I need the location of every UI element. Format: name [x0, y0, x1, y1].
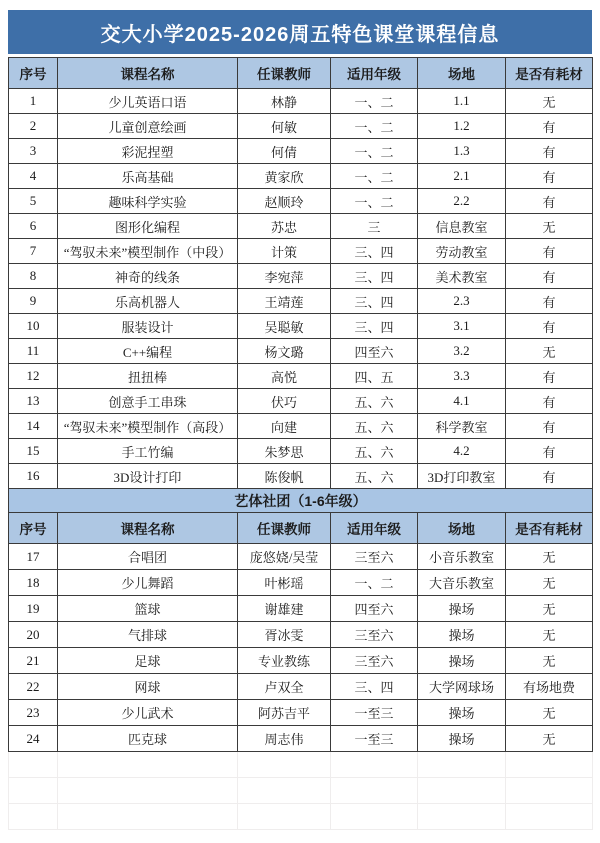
- empty-cell: [9, 752, 58, 778]
- table-row: [9, 596, 593, 622]
- table-row: [9, 289, 593, 314]
- cell: 操场: [418, 726, 506, 752]
- cell: 有: [506, 114, 593, 139]
- cell: 有: [506, 139, 593, 164]
- header-cell: 序号: [9, 513, 58, 544]
- page-title: 交大小学2025-2026周五特色课堂课程信息: [8, 10, 592, 54]
- cell: 一、二: [331, 570, 418, 596]
- cell: 一、二: [331, 139, 418, 164]
- cell: “驾驭未来”模型制作（高段）: [58, 414, 238, 439]
- cell: 三、四: [331, 289, 418, 314]
- cell: 无: [506, 214, 593, 239]
- cell: 9: [9, 289, 58, 314]
- cell: 7: [9, 239, 58, 264]
- cell: 2.2: [418, 189, 506, 214]
- table-row: [9, 414, 593, 439]
- table-row: [9, 139, 593, 164]
- cell: 23: [9, 700, 58, 726]
- empty-cell: [418, 778, 506, 804]
- header-cell: 场地: [418, 58, 506, 89]
- cell: 三: [331, 214, 418, 239]
- table-row: [9, 464, 593, 489]
- table-row: [9, 264, 593, 289]
- cell: 17: [9, 544, 58, 570]
- empty-cell: [238, 778, 331, 804]
- header-cell: 任课教师: [238, 58, 331, 89]
- table-row: [9, 622, 593, 648]
- header-row: [9, 513, 593, 544]
- cell: 三至六: [331, 622, 418, 648]
- cell: 1.3: [418, 139, 506, 164]
- cell: 李宛萍: [238, 264, 331, 289]
- cell: 14: [9, 414, 58, 439]
- cell: 胥冰雯: [238, 622, 331, 648]
- cell: 儿童创意绘画: [58, 114, 238, 139]
- table-row: [9, 648, 593, 674]
- cell: 有: [506, 289, 593, 314]
- cell: 气排球: [58, 622, 238, 648]
- cell: 美术教室: [418, 264, 506, 289]
- header-cell: 是否有耗材: [506, 58, 593, 89]
- cell: 三、四: [331, 264, 418, 289]
- table-row: [9, 389, 593, 414]
- cell: 庞悠娆/吴莹: [238, 544, 331, 570]
- cell: 高悦: [238, 364, 331, 389]
- cell: 三至六: [331, 648, 418, 674]
- cell: 朱梦思: [238, 439, 331, 464]
- cell: 16: [9, 464, 58, 489]
- cell: 2.1: [418, 164, 506, 189]
- cell: 三、四: [331, 239, 418, 264]
- table-row: [9, 314, 593, 339]
- cell: 神奇的线条: [58, 264, 238, 289]
- cell: 五、六: [331, 439, 418, 464]
- cell: 陈俊帆: [238, 464, 331, 489]
- cell: 无: [506, 339, 593, 364]
- cell: 3: [9, 139, 58, 164]
- cell: 4.1: [418, 389, 506, 414]
- cell: 科学教室: [418, 414, 506, 439]
- empty-cell: [418, 804, 506, 830]
- table-row: [9, 339, 593, 364]
- header-cell: 课程名称: [58, 58, 238, 89]
- cell: 有: [506, 314, 593, 339]
- cell: 趣味科学实验: [58, 189, 238, 214]
- cell: 专业教练: [238, 648, 331, 674]
- cell: 11: [9, 339, 58, 364]
- cell: 大学网球场: [418, 674, 506, 700]
- cell: 19: [9, 596, 58, 622]
- cell: 有: [506, 439, 593, 464]
- cell: 有: [506, 264, 593, 289]
- empty-cell: [9, 778, 58, 804]
- cell: 林静: [238, 89, 331, 114]
- empty-cell: [418, 752, 506, 778]
- empty-cell: [238, 752, 331, 778]
- table-row: [9, 674, 593, 700]
- cell: 伏巧: [238, 389, 331, 414]
- table-row: [9, 544, 593, 570]
- cell: 信息教室: [418, 214, 506, 239]
- empty-row: [9, 778, 593, 804]
- table-row: [9, 700, 593, 726]
- cell: 无: [506, 89, 593, 114]
- cell: 有: [506, 164, 593, 189]
- cell: C++编程: [58, 339, 238, 364]
- cell: 何敏: [238, 114, 331, 139]
- cell: 大音乐教室: [418, 570, 506, 596]
- empty-cell: [58, 778, 238, 804]
- course-table: [8, 57, 593, 830]
- cell: 1.2: [418, 114, 506, 139]
- cell: 一、二: [331, 164, 418, 189]
- header-cell: 是否有耗材: [506, 513, 593, 544]
- cell: 6: [9, 214, 58, 239]
- cell: 图形化编程: [58, 214, 238, 239]
- cell: 五、六: [331, 389, 418, 414]
- table-row: [9, 89, 593, 114]
- table-row: [9, 239, 593, 264]
- cell: 有: [506, 464, 593, 489]
- cell: 一至三: [331, 700, 418, 726]
- cell: 向建: [238, 414, 331, 439]
- cell: 操场: [418, 648, 506, 674]
- cell: 四、五: [331, 364, 418, 389]
- cell: 匹克球: [58, 726, 238, 752]
- cell: 劳动教室: [418, 239, 506, 264]
- cell: 10: [9, 314, 58, 339]
- cell: 三、四: [331, 674, 418, 700]
- empty-cell: [506, 778, 593, 804]
- cell: 叶彬瑶: [238, 570, 331, 596]
- cell: 黄家欣: [238, 164, 331, 189]
- cell: 卢双全: [238, 674, 331, 700]
- empty-cell: [331, 778, 418, 804]
- cell: 篮球: [58, 596, 238, 622]
- cell: 操场: [418, 596, 506, 622]
- cell: 无: [506, 544, 593, 570]
- cell: 足球: [58, 648, 238, 674]
- cell: 有: [506, 189, 593, 214]
- cell: 无: [506, 596, 593, 622]
- cell: 扭扭棒: [58, 364, 238, 389]
- empty-cell: [58, 752, 238, 778]
- cell: 无: [506, 648, 593, 674]
- cell: 四至六: [331, 596, 418, 622]
- cell: 谢雄建: [238, 596, 331, 622]
- cell: 五、六: [331, 464, 418, 489]
- cell: 计策: [238, 239, 331, 264]
- cell: 服装设计: [58, 314, 238, 339]
- cell: 苏忠: [238, 214, 331, 239]
- empty-cell: [331, 804, 418, 830]
- cell: 一、二: [331, 89, 418, 114]
- section-title-cell: 艺体社团（1-6年级）: [9, 489, 593, 513]
- empty-cell: [506, 752, 593, 778]
- cell: 24: [9, 726, 58, 752]
- cell: 合唱团: [58, 544, 238, 570]
- cell: 3D设计打印: [58, 464, 238, 489]
- header-cell: 场地: [418, 513, 506, 544]
- cell: 王靖莲: [238, 289, 331, 314]
- cell: “驾驭未来”模型制作（中段）: [58, 239, 238, 264]
- cell: 一、二: [331, 189, 418, 214]
- empty-cell: [506, 804, 593, 830]
- cell: 22: [9, 674, 58, 700]
- cell: 彩泥捏塑: [58, 139, 238, 164]
- empty-row: [9, 752, 593, 778]
- cell: 1: [9, 89, 58, 114]
- header-cell: 适用年级: [331, 513, 418, 544]
- empty-cell: [58, 804, 238, 830]
- cell: 18: [9, 570, 58, 596]
- cell: 2.3: [418, 289, 506, 314]
- cell: 无: [506, 700, 593, 726]
- empty-cell: [331, 752, 418, 778]
- cell: 无: [506, 570, 593, 596]
- cell: 5: [9, 189, 58, 214]
- cell: 创意手工串珠: [58, 389, 238, 414]
- cell: 杨文璐: [238, 339, 331, 364]
- table-row: [9, 114, 593, 139]
- cell: 何倩: [238, 139, 331, 164]
- cell: 操场: [418, 700, 506, 726]
- cell: 1.1: [418, 89, 506, 114]
- cell: 阿苏吉平: [238, 700, 331, 726]
- cell: 3.1: [418, 314, 506, 339]
- cell: 少儿舞蹈: [58, 570, 238, 596]
- cell: 一至三: [331, 726, 418, 752]
- cell: 12: [9, 364, 58, 389]
- cell: 3D打印教室: [418, 464, 506, 489]
- header-cell: 序号: [9, 58, 58, 89]
- cell: 3.2: [418, 339, 506, 364]
- empty-cell: [9, 804, 58, 830]
- table-row: [9, 726, 593, 752]
- cell: 乐高机器人: [58, 289, 238, 314]
- cell: 有场地费: [506, 674, 593, 700]
- header-cell: 课程名称: [58, 513, 238, 544]
- cell: 3.3: [418, 364, 506, 389]
- empty-row: [9, 804, 593, 830]
- cell: 五、六: [331, 414, 418, 439]
- cell: 操场: [418, 622, 506, 648]
- cell: 有: [506, 414, 593, 439]
- cell: 网球: [58, 674, 238, 700]
- cell: 小音乐教室: [418, 544, 506, 570]
- cell: 赵顺玲: [238, 189, 331, 214]
- cell: 少儿英语口语: [58, 89, 238, 114]
- cell: 8: [9, 264, 58, 289]
- cell: 三至六: [331, 544, 418, 570]
- cell: 20: [9, 622, 58, 648]
- cell: 2: [9, 114, 58, 139]
- cell: 周志伟: [238, 726, 331, 752]
- table-row: [9, 570, 593, 596]
- cell: 少儿武术: [58, 700, 238, 726]
- table-row: [9, 439, 593, 464]
- cell: 13: [9, 389, 58, 414]
- header-cell: 任课教师: [238, 513, 331, 544]
- header-cell: 适用年级: [331, 58, 418, 89]
- cell: 无: [506, 622, 593, 648]
- cell: 有: [506, 389, 593, 414]
- cell: 有: [506, 239, 593, 264]
- cell: 乐高基础: [58, 164, 238, 189]
- section-title-row: [9, 489, 593, 513]
- cell: 吴聪敏: [238, 314, 331, 339]
- cell: 四至六: [331, 339, 418, 364]
- cell: 一、二: [331, 114, 418, 139]
- cell: 4.2: [418, 439, 506, 464]
- table-row: [9, 164, 593, 189]
- header-row: [9, 58, 593, 89]
- cell: 手工竹编: [58, 439, 238, 464]
- empty-cell: [238, 804, 331, 830]
- table-row: [9, 214, 593, 239]
- cell: 21: [9, 648, 58, 674]
- cell: 15: [9, 439, 58, 464]
- cell: 4: [9, 164, 58, 189]
- page: [8, 10, 592, 830]
- table-row: [9, 364, 593, 389]
- cell: 有: [506, 364, 593, 389]
- cell: 无: [506, 726, 593, 752]
- table-row: [9, 189, 593, 214]
- cell: 三、四: [331, 314, 418, 339]
